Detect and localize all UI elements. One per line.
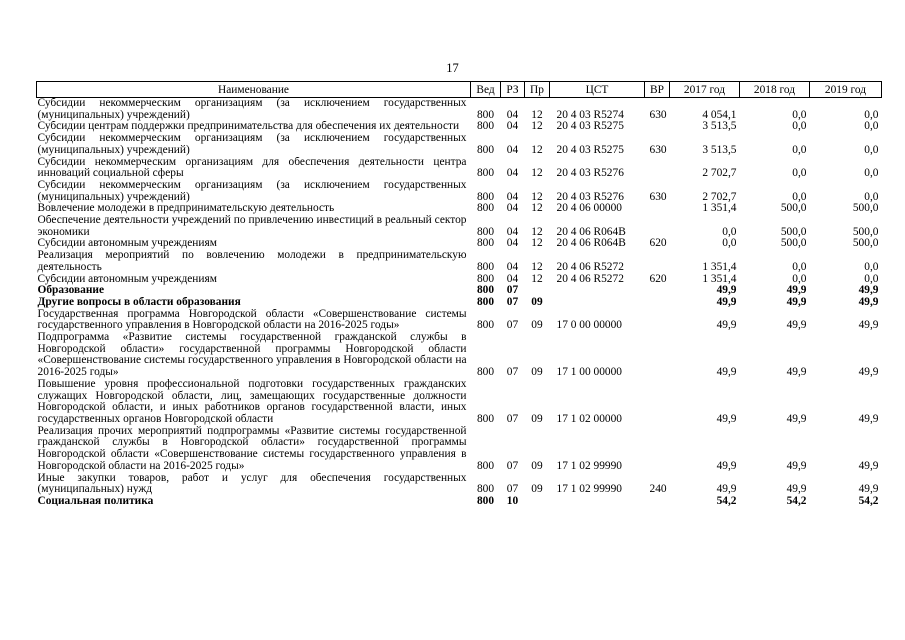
table-row: [37, 332, 882, 379]
row-amount-2017: 49,9: [716, 285, 737, 297]
table-row: [37, 426, 882, 473]
row-amount-2019: 49,9: [858, 366, 879, 379]
row-pr: [525, 285, 550, 297]
table-row: [37, 473, 882, 496]
row-ved: 800: [476, 273, 495, 285]
row-amount-2018: 0,0: [792, 108, 807, 121]
row-name: Реализация мероприятий по вовлечению молодежи в предпринимательскую деятельность: [37, 250, 467, 273]
row-rz: 04: [506, 108, 519, 121]
row-amount-2017: 49,9: [716, 366, 737, 379]
row-amount-2019: 0,0: [864, 108, 879, 121]
row-ved: 800: [476, 143, 495, 156]
row-pr: 12: [531, 203, 543, 215]
table-row: [37, 157, 882, 180]
row-name: Подпрограмма «Развитие системы государственной гражданской службы в Новгородской области» государственной программы Новгородской области «Совершенствование системы государственного управления в Новгородской области на 2016-2025 годы»: [37, 332, 467, 379]
row-amount-2017: 49,9: [716, 296, 737, 308]
header-ved: Вед: [471, 82, 501, 98]
row-amount-2019: 500,0: [852, 225, 879, 238]
header-rz: РЗ: [501, 82, 525, 98]
row-name: Другие вопросы в области образования: [37, 296, 241, 308]
row-ved: 800: [476, 121, 495, 133]
row-pr: 12: [531, 121, 543, 133]
row-rz: 04: [506, 167, 519, 180]
row-amount-2017: 1 351,4: [702, 203, 737, 215]
row-cst: 17 1 02 00000: [556, 412, 622, 425]
table-row: [37, 180, 882, 203]
row-ved: 800: [476, 483, 495, 496]
row-amount-2019: 500,0: [852, 203, 879, 215]
row-vr: 630: [649, 143, 667, 156]
table-row: [37, 98, 882, 122]
row-cst: [550, 297, 645, 309]
row-ved: 800: [476, 190, 495, 203]
row-vr: 240: [649, 483, 667, 496]
header-pr: Пр: [525, 82, 550, 98]
row-amount-2019: 54,2: [858, 495, 879, 507]
header-name: Наименование: [37, 82, 471, 98]
row-name: Субсидии автономным учреждениям: [37, 273, 217, 285]
table-row: [37, 238, 882, 250]
row-vr: [645, 285, 670, 297]
row-amount-2018: 0,0: [792, 143, 807, 156]
row-cst: 20 4 03 R5274: [556, 108, 624, 121]
row-amount-2017: 49,9: [716, 412, 737, 425]
row-cst: 20 4 03 R5275: [556, 121, 624, 133]
row-vr: 620: [649, 273, 667, 285]
row-cst: 20 4 06 R5272: [556, 273, 624, 285]
row-pr: 09: [531, 483, 543, 496]
row-amount-2018: 49,9: [786, 296, 807, 308]
row-rz: 04: [506, 260, 519, 273]
row-cst: [550, 285, 645, 297]
row-vr: [645, 297, 670, 309]
row-amount-2019: 49,9: [858, 412, 879, 425]
row-amount-2018: 49,9: [786, 459, 807, 472]
row-amount-2017: 49,9: [716, 319, 737, 332]
row-pr: 12: [531, 273, 543, 285]
row-vr: [645, 157, 670, 180]
row-name: Образование: [37, 285, 105, 297]
row-ved: 800: [476, 412, 495, 425]
row-amount-2018: 0,0: [792, 121, 807, 133]
row-vr: 630: [649, 190, 667, 203]
table-row: [37, 121, 882, 133]
row-ved: 800: [476, 203, 495, 215]
row-amount-2019: 0,0: [864, 167, 879, 180]
row-amount-2018: 49,9: [786, 412, 807, 425]
row-name: Субсидии автономным учреждениям: [37, 238, 217, 250]
row-amount-2017: 1 351,4: [702, 260, 737, 273]
row-amount-2017: 0,0: [722, 238, 737, 250]
header-row: [37, 82, 882, 98]
row-name: Субсидии некоммерческим организациям для обеспечения деятельности центра инноваций социальной сферы: [37, 156, 467, 180]
row-rz: 04: [506, 190, 519, 203]
table-row: [37, 203, 882, 215]
row-cst: 20 4 06 R064B: [556, 238, 626, 250]
row-cst: 17 1 00 00000: [556, 366, 622, 379]
row-amount-2017: 54,2: [716, 495, 737, 507]
table-row: [37, 379, 882, 426]
row-amount-2018: 500,0: [780, 238, 807, 250]
row-cst: 17 1 02 99990: [556, 483, 622, 496]
row-amount-2018: 0,0: [792, 273, 807, 285]
row-cst: 20 4 06 R5272: [556, 260, 624, 273]
row-amount-2019: 0,0: [864, 121, 879, 133]
row-rz: 07: [506, 319, 519, 332]
row-ved: 800: [476, 319, 495, 332]
row-pr: 09: [531, 296, 543, 308]
page-number: 17: [446, 61, 459, 75]
row-name: Вовлечение молодежи в предпринимательскую деятельность: [37, 203, 335, 215]
row-vr: [645, 332, 670, 379]
row-vr: [645, 203, 670, 215]
row-vr: [645, 250, 670, 273]
row-rz: 04: [506, 203, 519, 215]
row-amount-2017: 0,0: [722, 225, 737, 238]
table-row: [37, 297, 882, 309]
row-cst: 20 4 03 R5275: [556, 143, 624, 156]
row-amount-2018: 0,0: [792, 260, 807, 273]
row-ved: 800: [476, 167, 495, 180]
row-pr: 12: [531, 167, 543, 180]
row-pr: 12: [531, 238, 543, 250]
table-header: [37, 82, 882, 98]
row-rz: 07: [506, 412, 519, 425]
row-ved: 800: [476, 285, 495, 297]
table-row: [37, 496, 882, 508]
row-rz: 07: [506, 366, 519, 379]
row-amount-2018: 54,2: [786, 495, 807, 507]
row-ved: 800: [476, 296, 495, 308]
row-amount-2017: 3 513,5: [702, 121, 737, 133]
row-pr: 09: [531, 412, 543, 425]
row-amount-2017: 1 351,4: [702, 273, 737, 285]
row-rz: 04: [506, 225, 519, 238]
row-amount-2018: 49,9: [786, 319, 807, 332]
row-cst: 20 4 06 R064B: [556, 225, 626, 238]
row-name: Иные закупки товаров, работ и услуг для обеспечения государственных (муниципальных) нужд: [37, 472, 467, 496]
header-2018: 2018 год: [740, 82, 810, 98]
row-amount-2019: 49,9: [858, 296, 879, 308]
row-vr: [645, 379, 670, 426]
row-ved: 800: [476, 238, 495, 250]
row-amount-2017: 49,9: [716, 459, 737, 472]
row-ved: 800: [476, 225, 495, 238]
table-row: [37, 309, 882, 332]
table-body: [37, 98, 882, 508]
row-vr: 630: [649, 108, 667, 121]
row-vr: [645, 121, 670, 133]
header-2017: 2017 год: [670, 82, 740, 98]
row-amount-2019: 0,0: [864, 260, 879, 273]
row-vr: 620: [649, 238, 667, 250]
row-vr: [645, 309, 670, 332]
row-amount-2019: 500,0: [852, 238, 879, 250]
row-rz: 04: [506, 143, 519, 156]
header-vr: ВР: [645, 82, 670, 98]
row-pr: 12: [531, 260, 543, 273]
row-amount-2017: 4 054,1: [702, 108, 737, 121]
row-vr: [645, 215, 670, 238]
row-rz: 07: [506, 296, 519, 308]
table-row: [37, 285, 882, 297]
row-name: Субсидии некоммерческим организациям (за исключением государственных (муниципальных) учреждений): [37, 97, 467, 121]
row-cst: [550, 496, 645, 508]
row-pr: 09: [531, 366, 543, 379]
row-pr: 12: [531, 143, 543, 156]
row-amount-2018: 49,9: [786, 285, 807, 297]
row-ved: 800: [476, 366, 495, 379]
row-name: Повышение уровня профессиональной подготовки государственных гражданских служащих Новгородской области, лиц, замещающих государственные должности Новгородской области, и иных работников органов государственной власти, иных государственных органов Новгородской области: [37, 378, 467, 425]
row-rz: 04: [506, 238, 519, 250]
row-amount-2019: 49,9: [858, 459, 879, 472]
row-pr: [525, 496, 550, 508]
row-pr: 09: [531, 319, 543, 332]
row-rz: 07: [506, 483, 519, 496]
row-pr: 12: [531, 225, 543, 238]
header-2019: 2019 год: [810, 82, 882, 98]
row-amount-2019: 0,0: [864, 190, 879, 203]
row-rz: 07: [506, 285, 519, 297]
row-pr: 09: [531, 459, 543, 472]
row-cst: 20 4 06 00000: [556, 203, 622, 215]
row-vr: [645, 426, 670, 473]
row-amount-2018: 0,0: [792, 190, 807, 203]
row-name: Субсидии центрам поддержки предпринимательства для обеспечения их деятельности: [37, 121, 460, 133]
row-rz: 04: [506, 121, 519, 133]
row-ved: 800: [476, 495, 495, 507]
row-name: Субсидии некоммерческим организациям (за исключением государственных (муниципальных) учреждений): [37, 133, 467, 156]
row-ved: 800: [476, 459, 495, 472]
header-cst: ЦСТ: [550, 82, 645, 98]
row-amount-2018: 49,9: [786, 366, 807, 379]
row-amount-2019: 49,9: [858, 285, 879, 297]
row-amount-2019: 0,0: [864, 273, 879, 285]
table-row: [37, 215, 882, 238]
row-rz: 07: [506, 459, 519, 472]
row-ved: 800: [476, 108, 495, 121]
row-amount-2017: 2 702,7: [702, 167, 737, 180]
row-amount-2019: 0,0: [864, 143, 879, 156]
row-cst: 20 4 03 R5276: [556, 167, 624, 180]
row-ved: 800: [476, 260, 495, 273]
row-cst: 20 4 03 R5276: [556, 190, 624, 203]
row-amount-2018: 49,9: [786, 483, 807, 496]
row-name: Государственная программа Новгородской области «Совершенствование системы государственного управления в Новгородской области на 2016-2025 годы»: [37, 308, 467, 332]
row-cst: 17 0 00 00000: [556, 319, 622, 332]
row-pr: 12: [531, 108, 543, 121]
row-amount-2019: 49,9: [858, 483, 879, 496]
row-pr: 12: [531, 190, 543, 203]
row-name: Реализация прочих мероприятий подпрограммы «Развитие системы государственной гражданской службы в Новгородской области» государственной программы Новгородской области «Совершенствование системы государственного управления в Новгородской области на 2016-2025 годы»: [37, 425, 467, 472]
row-name: Обеспечение деятельности учреждений по привлечению инвестиций в реальный сектор экономики: [37, 215, 467, 238]
row-amount-2017: 49,9: [716, 483, 737, 496]
row-cst: 17 1 02 99990: [556, 459, 622, 472]
table-row: [37, 133, 882, 156]
table-row: [37, 250, 882, 273]
row-amount-2018: 500,0: [780, 203, 807, 215]
row-name: Социальная политика: [37, 495, 154, 507]
row-vr: [645, 496, 670, 508]
table-row: [37, 274, 882, 286]
budget-table: [36, 81, 882, 508]
row-name: Субсидии некоммерческим организациям (за исключением государственных (муниципальных) учреждений): [37, 179, 467, 203]
row-rz: 10: [506, 495, 519, 507]
row-amount-2019: 49,9: [858, 319, 879, 332]
row-amount-2018: 500,0: [780, 225, 807, 238]
row-amount-2017: 3 513,5: [702, 143, 737, 156]
row-amount-2018: 0,0: [792, 167, 807, 180]
row-rz: 04: [506, 273, 519, 285]
row-amount-2017: 2 702,7: [702, 190, 737, 203]
